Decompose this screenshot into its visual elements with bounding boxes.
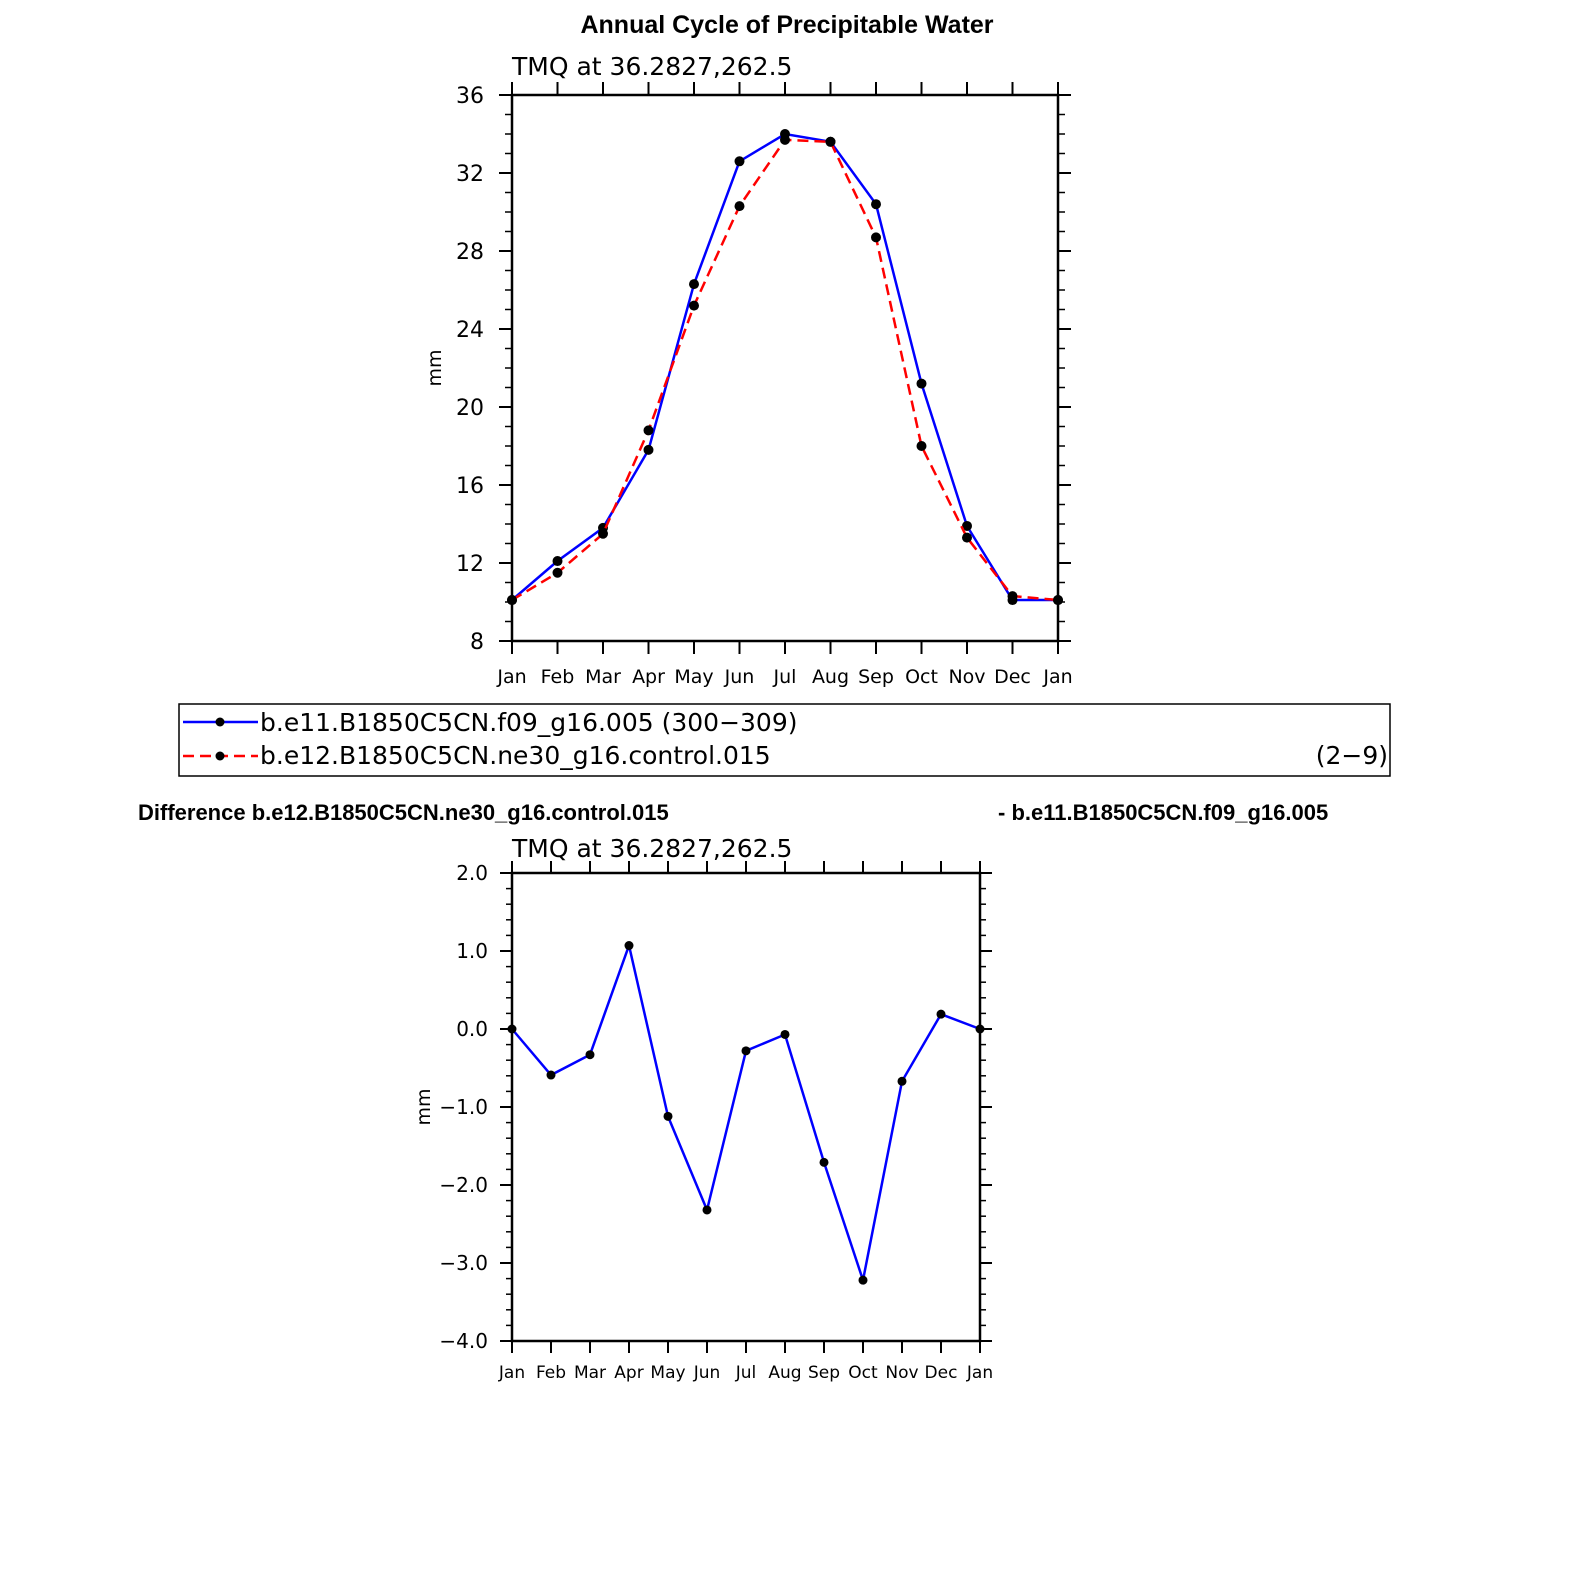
chart2-series-0-point-4 bbox=[664, 1112, 673, 1121]
chart2-xtick-label-0: Jan bbox=[498, 1363, 526, 1383]
chart1-series-1-point-2 bbox=[598, 529, 608, 539]
difference-chart bbox=[138, 800, 1328, 1383]
chart2-series-0-point-7 bbox=[781, 1030, 790, 1039]
chart1-xtick-label-4: May bbox=[674, 666, 714, 688]
chart2-xtick-label-1: Feb bbox=[535, 1363, 567, 1383]
chart1-xtick-label-8: Sep bbox=[858, 666, 894, 688]
chart1-xtick-label-11: Dec bbox=[994, 666, 1031, 688]
chart1-ytick-label-5: 28 bbox=[456, 239, 484, 265]
legend-suffix-series-2: (2−9) bbox=[1315, 741, 1388, 770]
chart2-series-0-point-8 bbox=[820, 1158, 829, 1167]
chart1-series-line-1 bbox=[512, 140, 1058, 600]
chart1-series-line-0 bbox=[512, 134, 1058, 600]
chart1-ytick-label-2: 16 bbox=[456, 473, 484, 499]
chart1-ticks bbox=[456, 82, 1073, 688]
chart2-xtick-label-12: Jan bbox=[966, 1363, 994, 1383]
annual-cycle-chart bbox=[424, 52, 1073, 688]
chart1-frame bbox=[512, 95, 1058, 641]
chart1-xtick-label-0: Jan bbox=[497, 666, 527, 688]
chart1-xtick-label-9: Oct bbox=[905, 666, 938, 688]
chart2-ytick-label-0: −4.0 bbox=[439, 1329, 488, 1354]
chart1-series-1-point-7 bbox=[826, 137, 836, 147]
legend-label-series-2: b.e12.B1850C5CN.ne30_g16.control.015 bbox=[260, 741, 771, 770]
chart1-series-0-point-4 bbox=[689, 279, 699, 289]
chart2-title-left: Difference b.e12.B1850C5CN.ne30_g16.control.015 bbox=[138, 800, 669, 825]
legend-marker-series-1 bbox=[216, 718, 225, 727]
chart2-series-0-point-10 bbox=[898, 1077, 907, 1086]
chart2-ticks bbox=[439, 861, 993, 1383]
chart2-series-0-point-1 bbox=[547, 1071, 556, 1080]
chart1-xtick-label-7: Aug bbox=[811, 666, 850, 688]
chart2-series bbox=[508, 941, 985, 1285]
chart1-ylabel: mm bbox=[424, 349, 446, 387]
chart1-series bbox=[507, 129, 1063, 605]
chart1-xtick-label-3: Apr bbox=[632, 666, 665, 688]
legend bbox=[179, 704, 1390, 776]
chart1-series-1-point-9 bbox=[917, 441, 927, 451]
chart1-series-0-point-9 bbox=[917, 379, 927, 389]
chart2-ytick-label-3: −1.0 bbox=[439, 1095, 488, 1120]
legend-label-series-1: b.e11.B1850C5CN.f09_g16.005 (300−309) bbox=[260, 708, 798, 737]
chart1-series-1-point-4 bbox=[689, 301, 699, 311]
chart1-series-0-point-3 bbox=[644, 445, 654, 455]
chart2-series-0-point-5 bbox=[703, 1205, 712, 1214]
chart2-xtick-label-5: Jun bbox=[693, 1363, 721, 1383]
chart2-series-0-point-2 bbox=[586, 1050, 595, 1059]
chart2-series-0-point-9 bbox=[859, 1276, 868, 1285]
chart2-xtick-label-10: Nov bbox=[885, 1363, 919, 1383]
chart2-xtick-label-7: Aug bbox=[768, 1363, 802, 1383]
chart1-series-0-point-5 bbox=[735, 156, 745, 166]
chart2-xtick-label-4: May bbox=[650, 1363, 686, 1383]
chart1-series-1-point-10 bbox=[962, 533, 972, 543]
chart1-xtick-label-10: Nov bbox=[948, 666, 986, 688]
chart2-subtitle: TMQ at 36.2827,262.5 bbox=[512, 834, 793, 863]
chart1-xtick-label-1: Feb bbox=[540, 666, 575, 688]
chart2-title-right: - b.e11.B1850C5CN.f09_g16.005 bbox=[998, 800, 1329, 825]
chart1-xtick-label-2: Mar bbox=[585, 666, 621, 688]
chart1-series-0-point-1 bbox=[553, 556, 563, 566]
chart1-series-1-point-5 bbox=[735, 201, 745, 211]
chart1-ytick-label-0: 8 bbox=[470, 629, 484, 655]
chart2-xtick-label-8: Sep bbox=[807, 1363, 841, 1383]
chart1-series-1-point-6 bbox=[780, 135, 790, 145]
chart2-ytick-label-4: 0.0 bbox=[456, 1017, 488, 1042]
chart2-ylabel: mm bbox=[413, 1088, 435, 1126]
chart2-series-line-0 bbox=[512, 946, 980, 1281]
chart1-series-1-point-8 bbox=[871, 232, 881, 242]
chart1-xtick-label-12: Jan bbox=[1043, 666, 1073, 688]
chart1-xtick-label-6: Jul bbox=[773, 666, 797, 688]
chart2-frame bbox=[512, 873, 980, 1341]
chart2-series-0-point-6 bbox=[742, 1046, 751, 1055]
chart2-xtick-label-9: Oct bbox=[848, 1363, 878, 1383]
chart2-xtick-label-2: Mar bbox=[573, 1363, 607, 1383]
chart2-ytick-label-2: −2.0 bbox=[439, 1173, 488, 1198]
chart1-series-1-point-11 bbox=[1008, 591, 1018, 601]
chart2-xtick-label-11: Dec bbox=[924, 1363, 958, 1383]
chart2-ytick-label-5: 1.0 bbox=[456, 939, 488, 964]
page-title: Annual Cycle of Precipitable Water bbox=[580, 11, 994, 39]
chart1-xtick-label-5: Jun bbox=[724, 666, 755, 688]
chart2-series-0-point-3 bbox=[625, 941, 634, 950]
chart1-ytick-label-6: 32 bbox=[456, 161, 484, 187]
chart1-series-1-point-1 bbox=[553, 568, 563, 578]
chart1-ytick-label-3: 20 bbox=[456, 395, 484, 421]
chart1-ytick-label-4: 24 bbox=[456, 317, 484, 343]
chart1-subtitle: TMQ at 36.2827,262.5 bbox=[512, 52, 793, 81]
legend-marker-series-2 bbox=[216, 752, 225, 761]
chart2-xtick-label-3: Apr bbox=[614, 1363, 644, 1383]
chart2-ytick-label-1: −3.0 bbox=[439, 1251, 488, 1276]
chart2-series-0-point-11 bbox=[937, 1010, 946, 1019]
chart1-series-0-point-8 bbox=[871, 199, 881, 209]
chart2-ytick-label-6: 2.0 bbox=[456, 861, 488, 886]
chart1-ytick-label-7: 36 bbox=[456, 83, 484, 109]
chart1-ytick-label-1: 12 bbox=[456, 551, 484, 577]
chart2-xtick-label-6: Jul bbox=[735, 1363, 757, 1383]
chart1-series-1-point-3 bbox=[644, 425, 654, 435]
